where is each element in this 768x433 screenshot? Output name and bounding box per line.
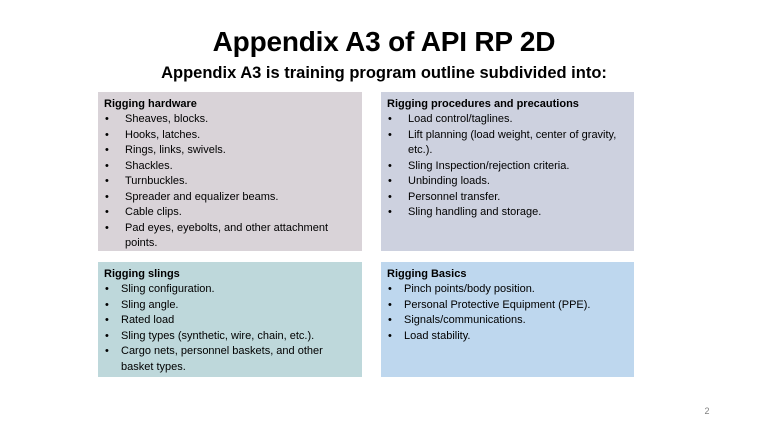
list-item: • Sling Inspection/rejection criteria.: [387, 159, 628, 175]
rigging-basics-box: [381, 262, 634, 377]
list-item: • Shackles.: [104, 159, 356, 175]
list-item: • Sling configuration.: [104, 282, 356, 298]
list-item: • Unbinding loads.: [387, 174, 628, 190]
rigging-hardware-list: [104, 112, 356, 252]
rigging-slings-box: [98, 262, 362, 377]
list-item: • Signals/communications.: [387, 313, 628, 329]
list-item: • Personal Protective Equipment (PPE).: [387, 298, 628, 314]
list-item: • Load stability.: [387, 329, 628, 345]
rigging-slings-title: Rigging slings: [104, 268, 180, 280]
list-item: • Hooks, latches.: [104, 128, 356, 144]
slide-subtitle: Appendix A3 is training program outline subdivided into:: [161, 64, 607, 82]
rigging-slings-list: [104, 282, 356, 375]
list-item: • Cable clips.: [104, 205, 356, 221]
list-item: • Personnel transfer.: [387, 190, 628, 206]
list-item: • Sheaves, blocks.: [104, 112, 356, 128]
list-item: • Spreader and equalizer beams.: [104, 190, 356, 206]
list-item: • Turnbuckles.: [104, 174, 356, 190]
list-item: • Rings, links, swivels.: [104, 143, 356, 159]
rigging-procedures-list: [387, 112, 628, 221]
list-item: • Sling handling and storage.: [387, 205, 628, 221]
list-item: • Sling types (synthetic, wire, chain, etc.).: [104, 329, 356, 345]
list-item: • Lift planning (load weight, center of gravity, etc.).: [387, 128, 628, 159]
slide-title: Appendix A3 of API RP 2D: [212, 26, 556, 57]
rigging-procedures-title: Rigging procedures and precautions: [387, 98, 579, 110]
rigging-hardware-box: [98, 92, 362, 251]
page-number: 2: [704, 406, 710, 416]
list-item: • Cargo nets, personnel baskets, and other basket types.: [104, 344, 356, 375]
rigging-basics-list: [387, 282, 628, 344]
list-item: • Sling angle.: [104, 298, 356, 314]
list-item: • Rated load: [104, 313, 356, 329]
list-item: • Load control/taglines.: [387, 112, 628, 128]
rigging-basics-title: Rigging Basics: [387, 268, 467, 280]
list-item: • Pad eyes, eyebolts, and other attachment points.: [104, 221, 356, 252]
rigging-procedures-box: [381, 92, 634, 251]
rigging-hardware-title: Rigging hardware: [104, 98, 197, 110]
list-item: • Pinch points/body position.: [387, 282, 628, 298]
